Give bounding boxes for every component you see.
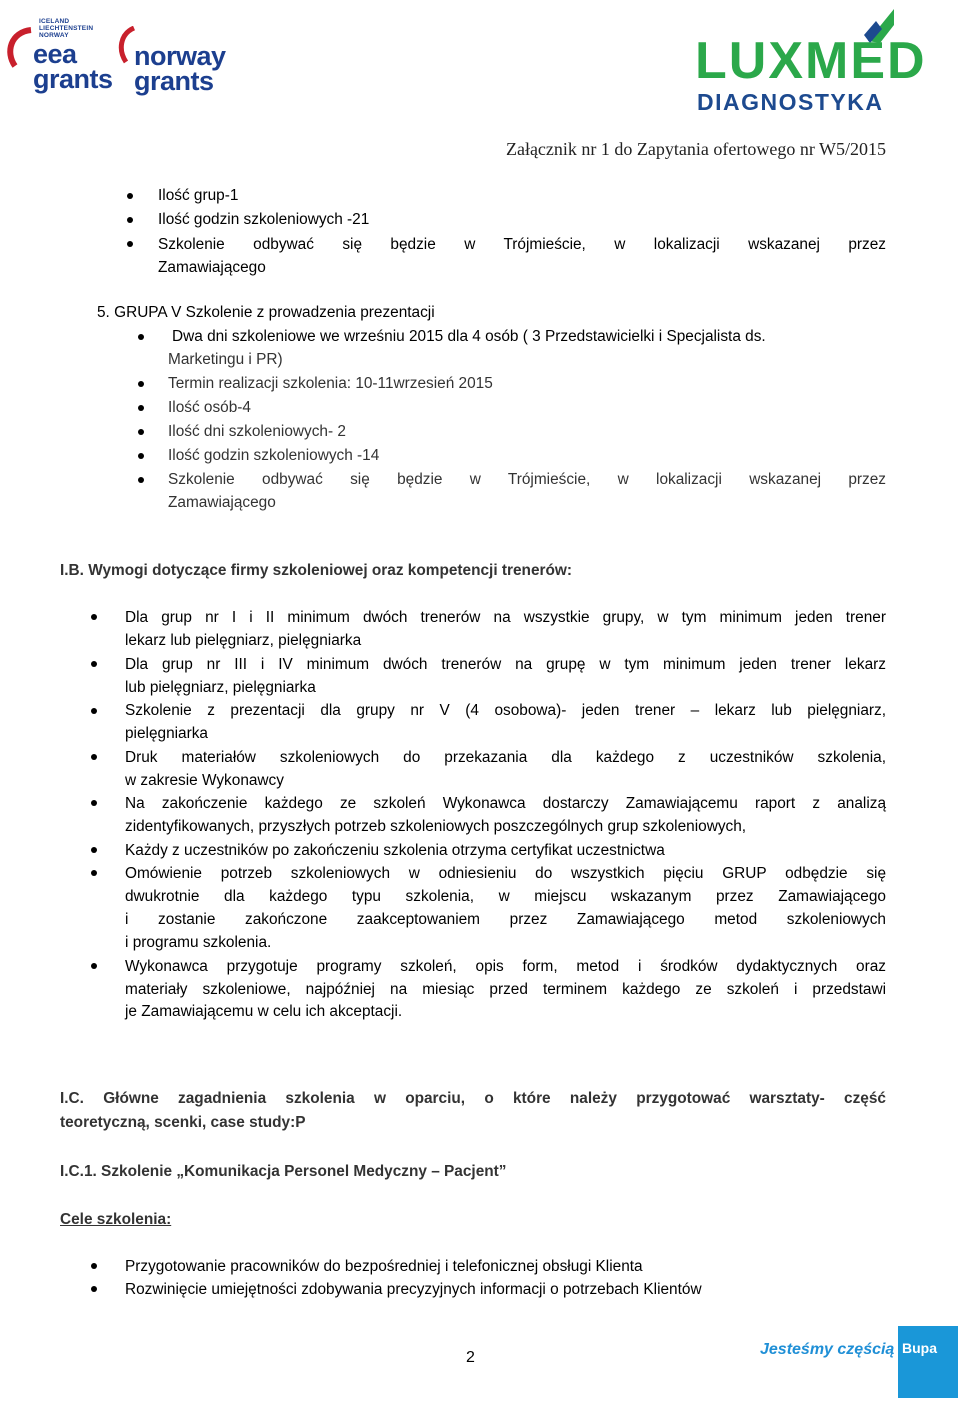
list-item: Termin realizacji szkolenia: 10-11wrzesień 2015 <box>168 375 493 392</box>
list-item: Ilość dni szkoleniowych- 2 <box>168 423 346 440</box>
list-item-continuation: pielęgniarka <box>125 725 208 742</box>
bullet-icon <box>91 870 97 876</box>
list-item-continuation: Zamawiającego <box>168 494 276 511</box>
group-v-title: 5. GRUPA V Szkolenie z prowadzenia prezentacji <box>97 304 435 321</box>
list-item: Omówienie potrzeb szkoleniowych w odniesieniu do wszystkich pięciu GRUP odbędzie się <box>125 865 886 882</box>
list-item-continuation: zidentyfikowanych, przyszłych potrzeb szkoleniowych poszczególnych grup szkoleniowych, <box>125 818 747 835</box>
eea-word: eea <box>33 39 77 69</box>
bullet-icon <box>91 708 97 714</box>
bullet-icon <box>91 963 97 969</box>
bullet-icon <box>91 754 97 760</box>
list-item: Każdy z uczestników po zakończeniu szkolenia otrzyma certyfikat uczestnictwa <box>125 842 665 859</box>
list-item: Na zakończenie każdego ze szkoleń Wykonawca dostarczy Zamawiającemu raport z analizą <box>125 795 886 812</box>
eea-swoosh-icon <box>5 26 35 70</box>
diagnostyka-word: DIAGNOSTYKA <box>697 89 884 115</box>
list-item-continuation: Zamawiającego <box>158 259 266 276</box>
eea-countries: ICELAND LIECHTENSTEIN NORWAY <box>39 18 94 39</box>
bullet-icon <box>138 381 144 387</box>
list-item-continuation: materiały szkoleniowe, najpóźniej na miesiąc przed terminem każdego ze szkoleń i przedstawi <box>125 981 886 998</box>
section-ib-heading: I.B. Wymogi dotyczące firmy szkoleniowej oraz kompetencji trenerów: <box>60 562 573 579</box>
bullet-icon <box>127 193 133 199</box>
norway-word: norway <box>134 41 226 71</box>
section-ic-heading-continuation: teoretyczną, scenki, case study:P <box>60 1114 306 1131</box>
list-item: Dla grup nr I i II minimum dwóch trenerów na wszystkie grupy, w tym minimum jeden trener <box>125 609 886 626</box>
bullet-icon <box>91 1286 97 1292</box>
bullet-icon <box>138 405 144 411</box>
bullet-icon <box>91 614 97 620</box>
eea-grants-logo <box>5 18 115 98</box>
eea-grants-word: grants <box>33 64 113 94</box>
norway-grants-logo <box>118 20 233 98</box>
bullet-icon <box>138 429 144 435</box>
section-ic-heading: I.C. Główne zagadnienia szkolenia w oparciu, o które należy przygotować warsztaty- część <box>60 1090 886 1107</box>
bupa-slogan: Jesteśmy częścią <box>760 1341 895 1358</box>
bupa-logo <box>898 1326 958 1398</box>
list-item-continuation: Marketingu i PR) <box>168 351 283 368</box>
list-item-continuation: je Zamawiającemu w celu ich akceptacji. <box>125 1003 403 1020</box>
bullet-icon <box>127 217 133 223</box>
bullet-icon <box>91 800 97 806</box>
luxmed-logo <box>690 5 927 115</box>
bullet-icon <box>127 241 133 247</box>
list-item: Ilość godzin szkoleniowych -14 <box>168 447 380 464</box>
bullet-icon <box>91 661 97 667</box>
list-item: Wykonawca przygotuje programy szkoleń, opis form, metod i środków dydaktycznych oraz <box>125 958 886 975</box>
bupa-word: Bupa <box>902 1340 937 1356</box>
list-item: Ilość grup-1 <box>158 187 239 204</box>
list-item: Ilość osób-4 <box>168 399 251 416</box>
list-item-continuation: w zakresie Wykonawcy <box>125 772 284 789</box>
list-item: Szkolenie odbywać się będzie w Trójmieście, w lokalizacji wskazanej przez <box>158 236 886 253</box>
bullet-icon <box>138 453 144 459</box>
list-item: Rozwinięcie umiejętności zdobywania precyzyjnych informacji o potrzebach Klientów <box>125 1281 702 1298</box>
bullet-icon <box>91 1263 97 1269</box>
list-item-continuation: i programu szkolenia. <box>125 934 272 951</box>
list-item: Dwa dni szkoleniowe we wrześniu 2015 dla 4 osób ( 3 Przedstawicielki i Specjalista ds. <box>172 328 766 345</box>
norway-grants-word: grants <box>134 66 214 96</box>
section-ic1-heading: I.C.1. Szkolenie „Komunikacja Personel Medyczny – Pacjent” <box>60 1163 507 1180</box>
list-item-continuation: lub pielęgniarz, pielęgniarka <box>125 679 316 696</box>
list-item-continuation: i zostanie zakończone zaakceptowaniem przez Zamawiającego metod szkoleniowych <box>125 911 886 928</box>
list-item-continuation: dwukrotnie dla każdego typu szkolenia, w miejscu wskazanym przez Zamawiającego <box>125 888 886 905</box>
luxmed-word: LUXMED <box>695 32 927 90</box>
list-item-continuation: lekarz lub pielęgniarz, pielęgniarka <box>125 632 362 649</box>
list-item: Szkolenie z prezentacji dla grupy nr V (4 osobowa)- jeden trener – lekarz lub pielęgniarz, <box>125 702 886 719</box>
goals-label: Cele szkolenia: <box>60 1211 172 1228</box>
list-item: Szkolenie odbywać się będzie w Trójmieście, w lokalizacji wskazanej przez <box>168 471 886 488</box>
page-number: 2 <box>466 1349 475 1366</box>
bullet-icon <box>138 334 144 340</box>
list-item: Dla grup nr III i IV minimum dwóch trenerów na grupę w tym minimum jeden trener lekarz <box>125 656 886 673</box>
list-item: Przygotowanie pracowników do bezpośredniej i telefonicznej obsługi Klienta <box>125 1258 643 1275</box>
annex-label: Załącznik nr 1 do Zapytania ofertowego nr W5/2015 <box>505 139 886 159</box>
bullet-icon <box>138 477 144 483</box>
bullet-icon <box>91 847 97 853</box>
list-item: Ilość godzin szkoleniowych -21 <box>158 211 370 228</box>
list-item: Druk materiałów szkoleniowych do przekazania dla każdego z uczestników szkolenia, <box>125 749 886 766</box>
